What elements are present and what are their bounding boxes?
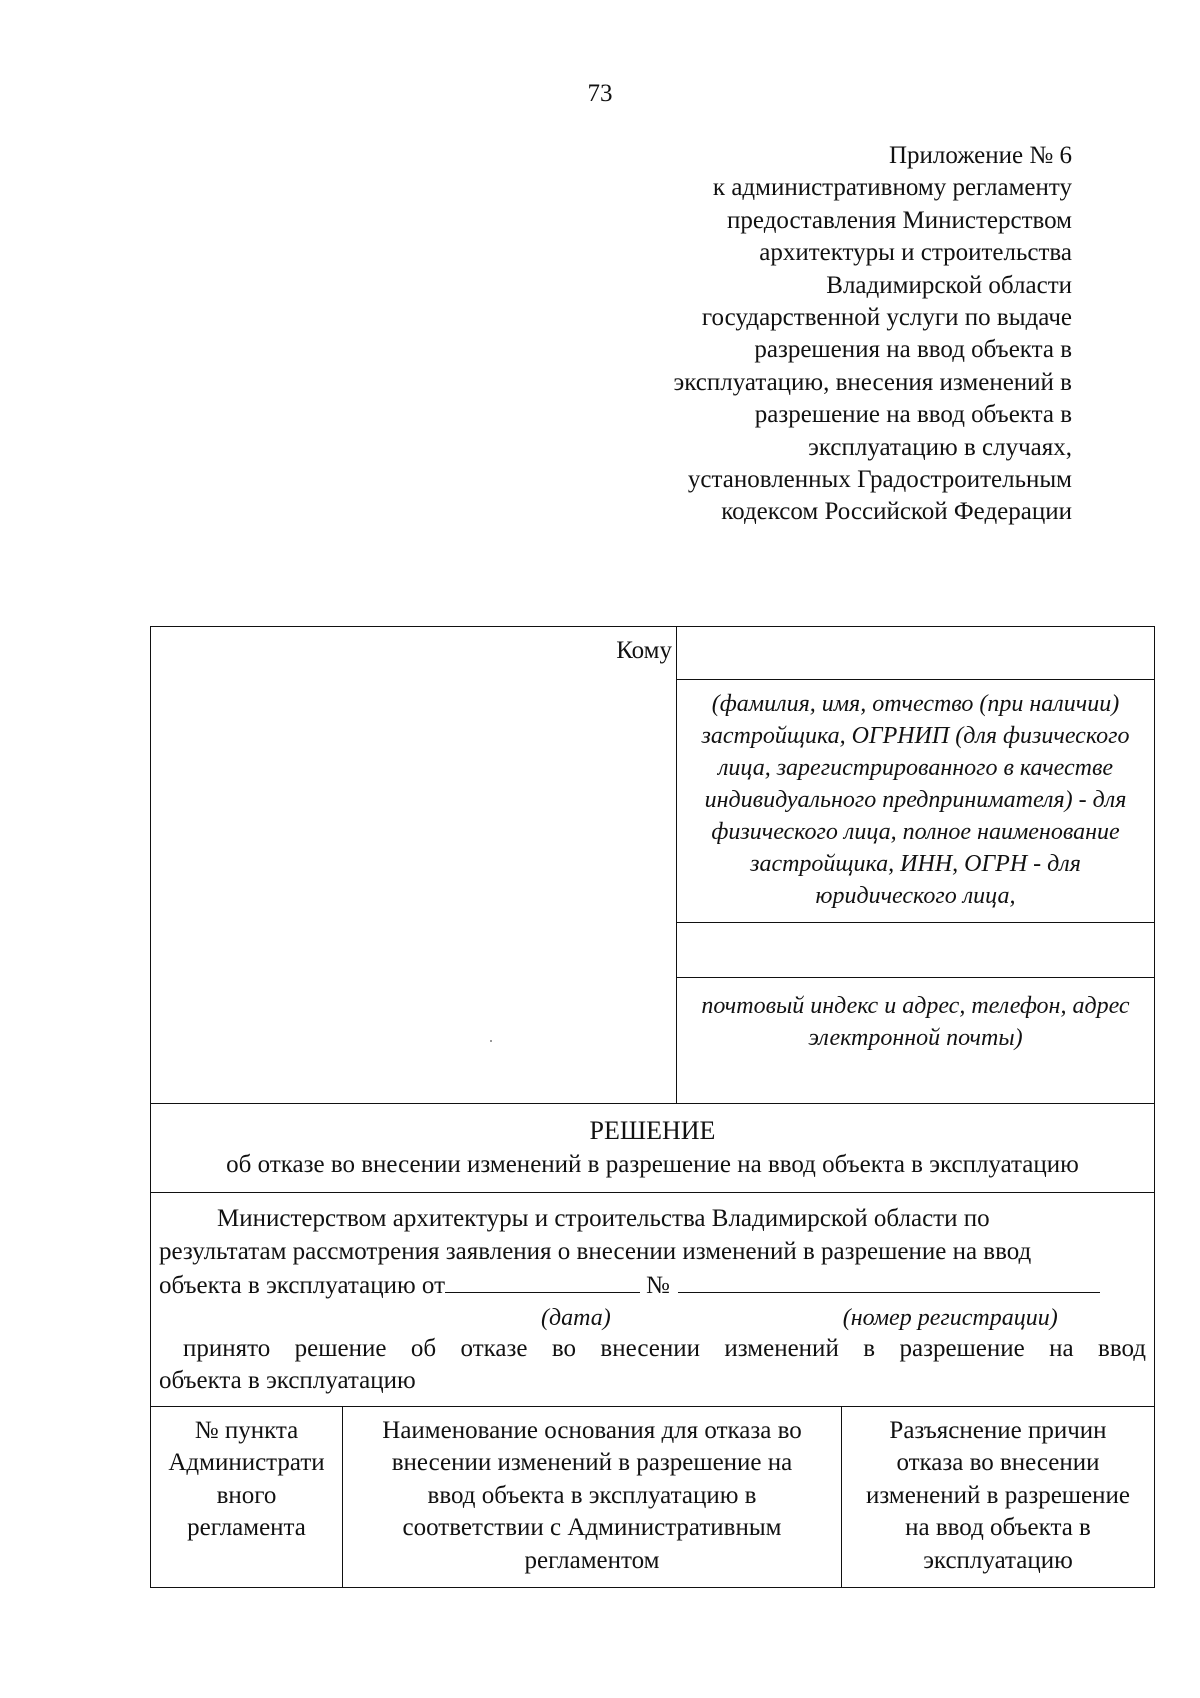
decision-statement: принято решение об отказе во внесении изменений в разрешение на ввод [183, 1334, 1146, 1362]
appendix-line: эксплуатацию в случаях, [808, 433, 1072, 461]
appendix-line: установленных Градостроительным [687, 466, 1072, 494]
header-line: регламента [187, 1514, 306, 1541]
header-line: ввод объекта в эксплуатацию в [427, 1481, 757, 1509]
header-line: внесении изменений в разрешение на [391, 1449, 793, 1476]
appendix-line: Приложение № 6 [888, 142, 1072, 169]
header-line: Разъяснение причин [889, 1416, 1107, 1444]
recipient-block [151, 627, 1154, 1104]
header-line: регламентом [524, 1546, 660, 1574]
recipient-name-field[interactable] [677, 627, 1154, 680]
refusal-form [150, 626, 1155, 1588]
recipient-left-cell [151, 627, 677, 1103]
recipient-right-cell [677, 627, 1154, 1103]
recipient-label: Кому [616, 637, 672, 664]
number-sign: № [646, 1272, 670, 1299]
header-line: эксплуатацию [923, 1546, 1073, 1574]
header-line: Наименование основания для отказа во [382, 1416, 802, 1444]
appendix-line: предоставления Министерством [727, 206, 1072, 234]
recipient-address-field[interactable] [677, 923, 1154, 978]
recipient-name-caption: (фамилия, имя, отчество (при наличии) застройщика, ОГРНИП (для физического лица, зарегистрированного в качестве индивидуального предпринимателя) - для физического лица, полное наименование застройщика, ИНН, ОГРН - для юридического лица, [677, 680, 1154, 923]
appendix-line: эксплуатацию, внесения изменений в [673, 368, 1072, 396]
header-line: соответствии с Административным [402, 1514, 782, 1541]
appendix-line: кодексом Российской Федерации [721, 498, 1072, 526]
body-line-1: Министерством архитектуры и строительства Владимирской области по [217, 1205, 990, 1232]
header-line: № пункта [194, 1416, 299, 1444]
decision-statement-end: объекта в эксплуатацию [159, 1367, 416, 1394]
decision-subtitle: об отказе во внесении изменений в разрешение на ввод объекта в эксплуатацию [226, 1151, 1079, 1178]
header-line: Администрати [168, 1449, 325, 1476]
appendix-line: архитектуры и строительства [759, 239, 1072, 267]
reasons-table-header [151, 1407, 1154, 1588]
header-refusal-ground [343, 1407, 842, 1588]
header-line: изменений в разрешение [865, 1481, 1130, 1509]
appendix-line: разрешения на ввод объекта в [754, 336, 1072, 364]
scan-speck [490, 1040, 492, 1042]
page-number: 73 [587, 80, 613, 107]
recipient-address-caption: почтовый индекс и адрес, телефон, адрес электронной почты) [701, 993, 1130, 1051]
body-line-3 [159, 1268, 1146, 1303]
registration-number-field[interactable] [678, 1268, 1100, 1293]
appendix-line: Владимирской области [826, 271, 1072, 299]
body-line-3-prefix: объекта в эксплуатацию от [159, 1272, 445, 1299]
header-explanation [842, 1407, 1154, 1588]
decision-title: РЕШЕНИЕ [589, 1116, 716, 1145]
appendix-line: к административному регламенту [712, 174, 1072, 202]
number-caption: (номер регистрации) [842, 1304, 1058, 1331]
header-line: отказа во внесении [896, 1449, 1100, 1476]
appendix-line: разрешение на ввод объекта в [754, 401, 1072, 429]
appendix-line: государственной услуги по выдаче [701, 304, 1072, 332]
header-line: вного [216, 1481, 277, 1509]
header-line: на ввод объекта в [905, 1514, 1091, 1541]
decision-body [151, 1193, 1154, 1407]
field-captions [159, 1303, 1146, 1333]
body-line-2: результатам рассмотрения заявления о внесении изменений в разрешение на ввод [159, 1237, 1032, 1265]
header-clause-number [151, 1407, 343, 1588]
appendix-header [512, 140, 1072, 529]
date-caption: (дата) [541, 1304, 611, 1331]
date-field[interactable] [445, 1268, 640, 1293]
decision-title-block [151, 1104, 1154, 1193]
